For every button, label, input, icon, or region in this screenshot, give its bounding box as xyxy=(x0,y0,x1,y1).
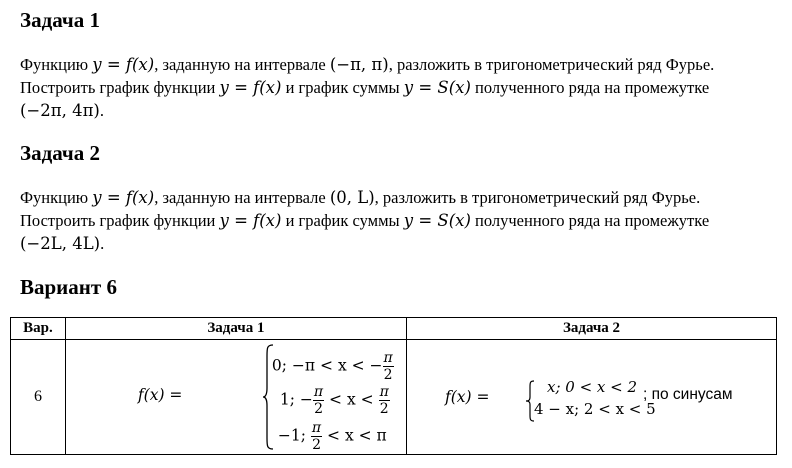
table-header-row xyxy=(11,318,777,340)
task1-formula-cell xyxy=(65,340,406,455)
case-1: x; 0 < x < 2 xyxy=(547,378,638,396)
case-text: < x < xyxy=(324,390,379,409)
task2-formula-cell xyxy=(407,340,777,455)
task2-line2 xyxy=(20,209,780,232)
case-2 xyxy=(280,384,390,417)
fraction-numerator: π xyxy=(383,350,393,366)
variant-heading: Вариант 6 xyxy=(20,275,117,299)
task1-line3 xyxy=(20,99,780,122)
row-number: 6 xyxy=(11,340,66,455)
task2-line3 xyxy=(20,232,780,255)
math-formula: y = f(x) xyxy=(219,211,282,230)
math-interval: (−2L, 4L) xyxy=(20,234,101,253)
text-fragment: и график суммы xyxy=(281,211,404,230)
text-fragment: . xyxy=(99,101,104,120)
task1-line2 xyxy=(20,76,780,99)
fraction-denominator: 2 xyxy=(383,367,393,383)
fraction xyxy=(379,384,390,417)
fraction xyxy=(383,350,394,383)
header-var: Вар. xyxy=(11,318,66,340)
text-fragment: и график суммы xyxy=(281,78,404,97)
case-1 xyxy=(272,350,394,383)
task2-text xyxy=(20,186,780,255)
text-fragment: Функцию xyxy=(20,55,93,74)
math-formula: y = f(x) xyxy=(92,55,155,74)
math-formula: y = f(x) xyxy=(219,78,282,97)
case-2: 4 − x; 2 < x < 5 xyxy=(534,400,656,418)
fraction-numerator: π xyxy=(313,384,324,400)
case-text: −1; xyxy=(277,426,311,445)
text-fragment: полученного ряда на промежутке xyxy=(470,211,710,230)
expansion-note: ; по синусам xyxy=(643,386,733,403)
case-text: < x < π xyxy=(322,426,387,445)
text-fragment: , заданную на интервале xyxy=(154,188,330,207)
task2-heading: Задача 2 xyxy=(20,141,100,165)
fraction xyxy=(313,384,324,417)
text-fragment: , разложить в тригонометрический ряд Фурье. xyxy=(388,55,715,74)
math-formula: y = S(x) xyxy=(403,78,471,97)
text-fragment: Построить график функции xyxy=(20,78,220,97)
text-fragment: , разложить в тригонометрический ряд Фурье. xyxy=(374,188,701,207)
fraction-denominator: 2 xyxy=(314,401,323,417)
math-interval: (−π, π) xyxy=(329,55,389,74)
fraction-numerator: π xyxy=(379,384,389,400)
text-fragment: Функцию xyxy=(20,188,93,207)
formula-lhs: f(x) = xyxy=(137,386,183,404)
math-formula: y = f(x) xyxy=(92,188,155,207)
header-task2: Задача 2 xyxy=(407,318,777,340)
fraction xyxy=(311,420,322,453)
math-interval: (0, L) xyxy=(329,188,375,207)
text-fragment: Построить график функции xyxy=(20,211,220,230)
math-interval: (−2π, 4π) xyxy=(20,101,100,120)
header-task1: Задача 1 xyxy=(65,318,406,340)
piecewise-formula-task1 xyxy=(66,340,406,454)
fraction-numerator: π xyxy=(311,420,322,436)
fraction-denominator: 2 xyxy=(379,401,389,417)
variant-table xyxy=(10,317,777,455)
fraction-denominator: 2 xyxy=(312,437,321,453)
text-fragment: , заданную на интервале xyxy=(154,55,330,74)
math-formula: y = S(x) xyxy=(403,211,471,230)
text-fragment: . xyxy=(100,234,105,253)
piecewise-formula-task2 xyxy=(407,340,776,454)
case-3 xyxy=(278,420,387,453)
case-text: 0; −π < x < − xyxy=(271,356,383,375)
text-fragment: полученного ряда на промежутке xyxy=(470,78,710,97)
task1-text xyxy=(20,53,780,122)
table-row xyxy=(11,340,777,455)
task1-line1 xyxy=(20,53,780,76)
case-text: 1; − xyxy=(279,390,313,409)
task2-line1 xyxy=(20,186,780,209)
task1-heading: Задача 1 xyxy=(20,8,100,32)
formula-lhs: f(x) = xyxy=(445,388,490,406)
